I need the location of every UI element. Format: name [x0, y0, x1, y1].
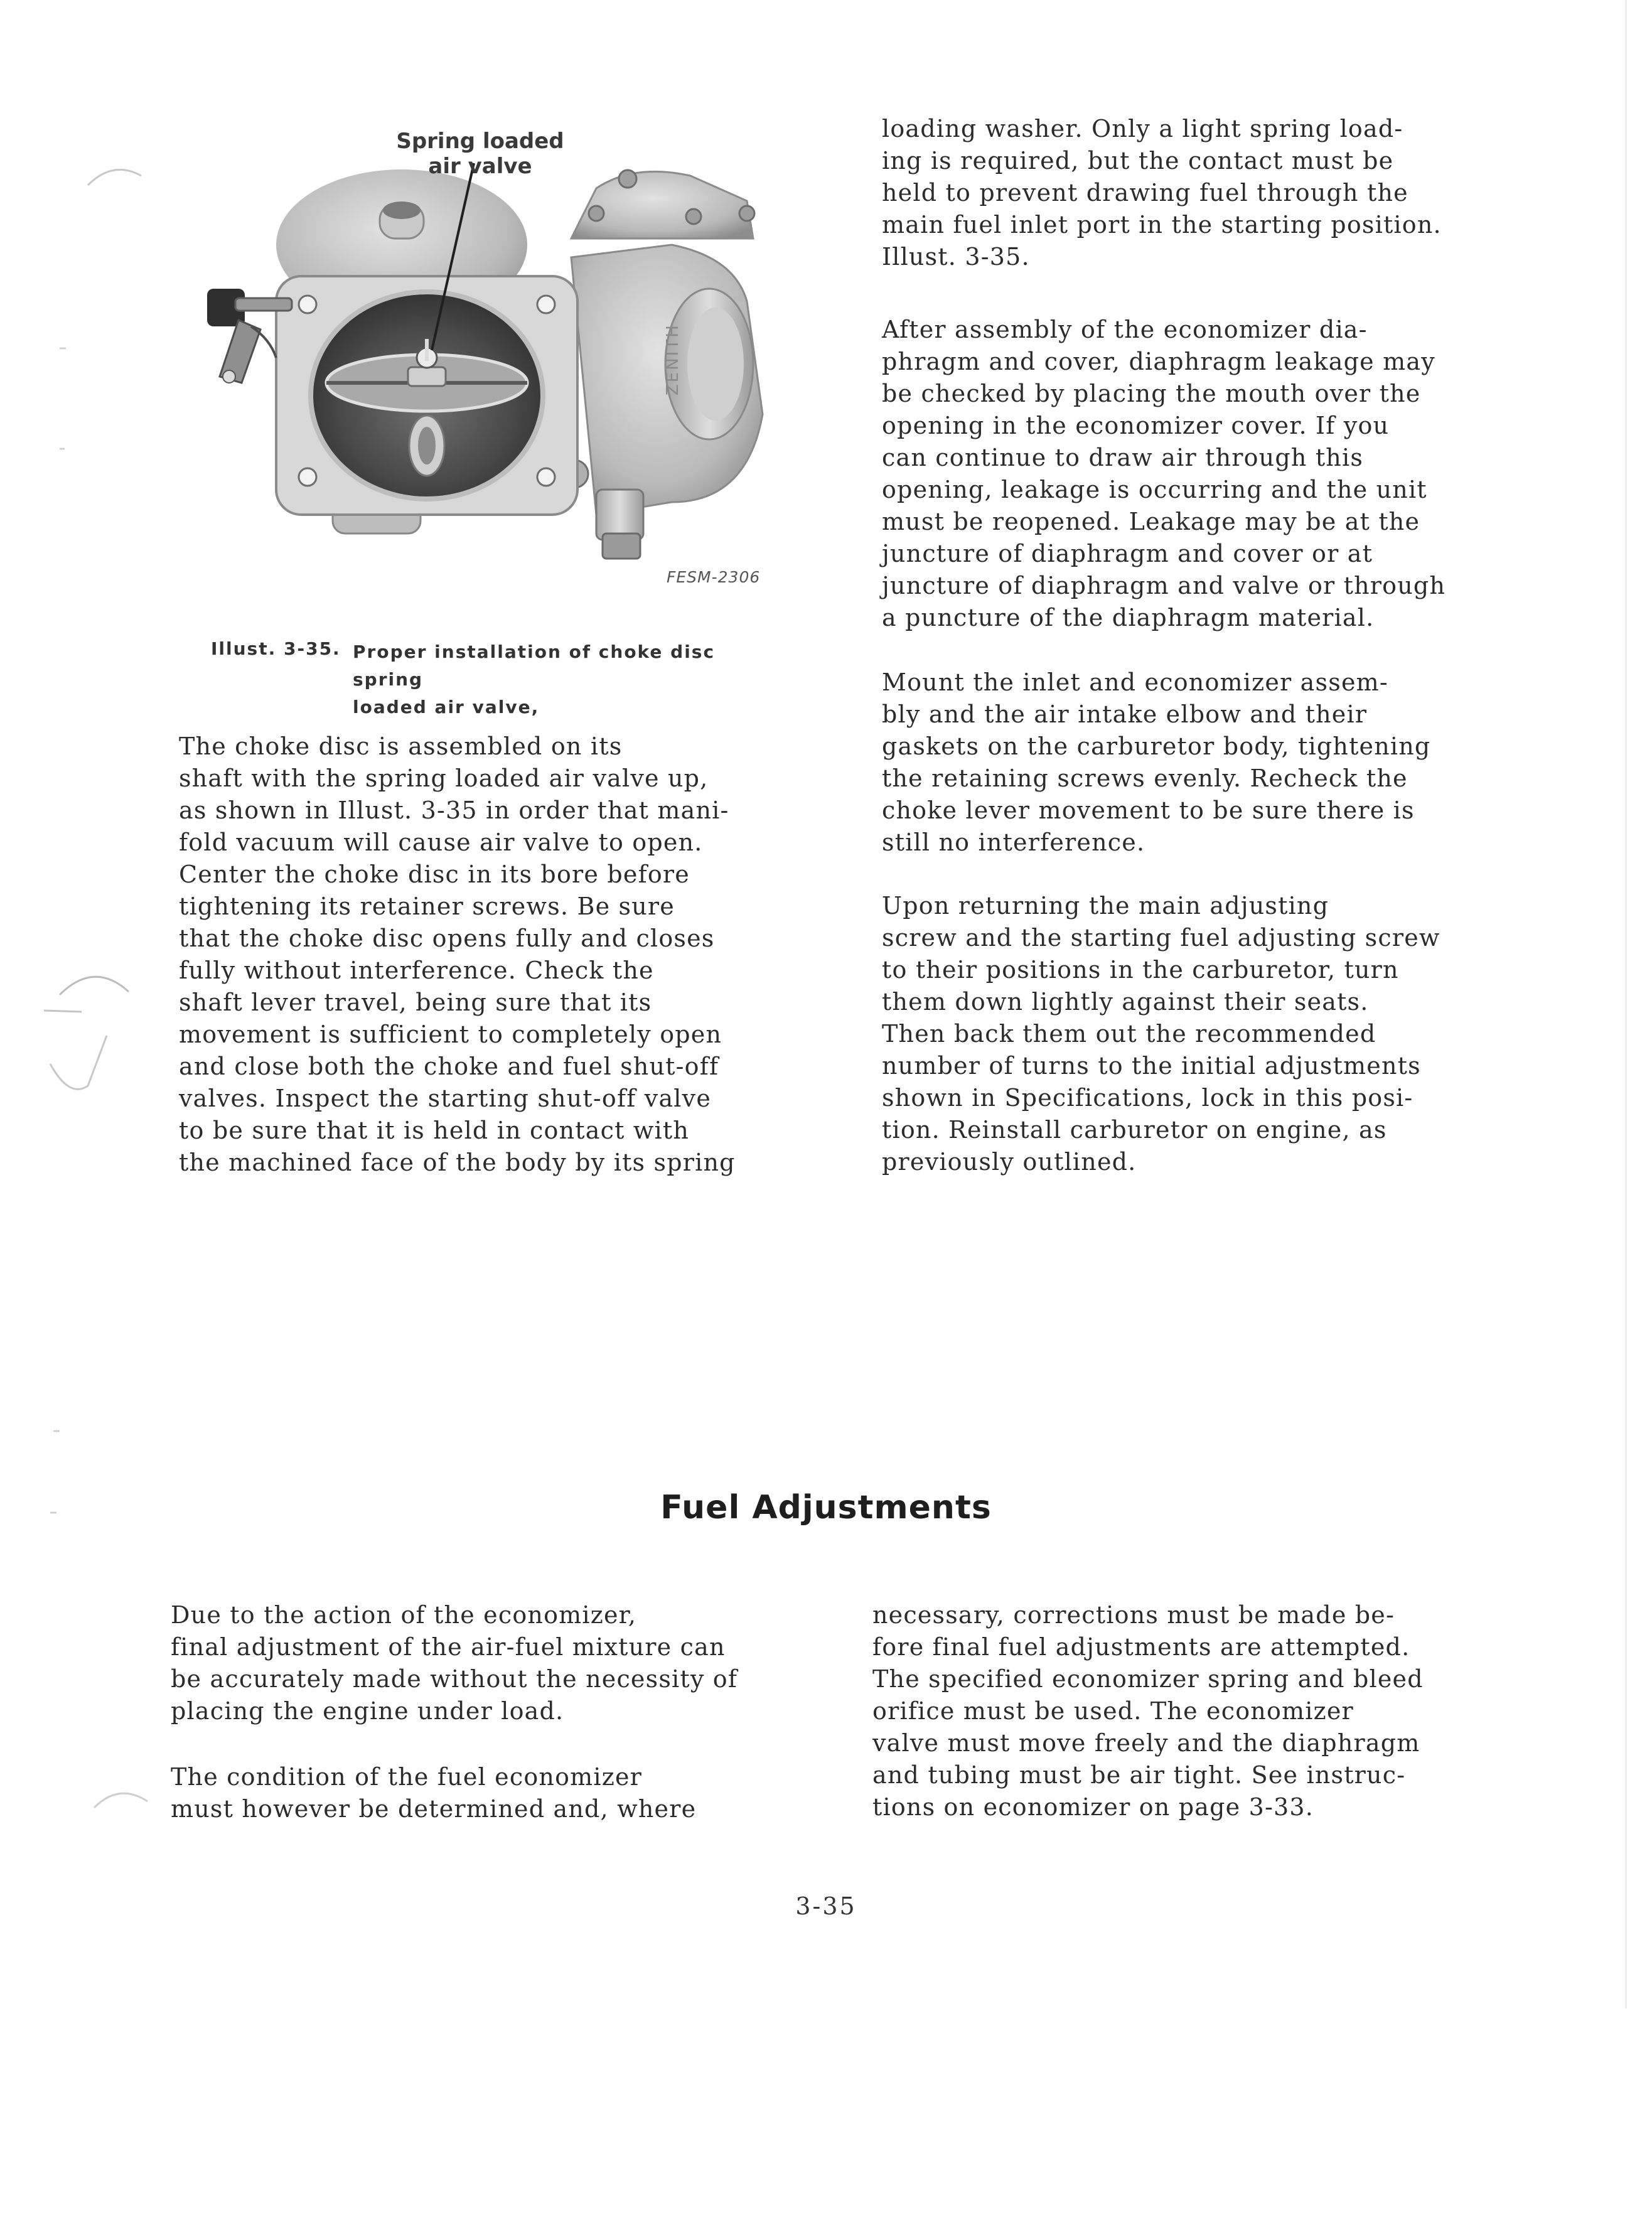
left-column-paragraph: The choke disc is assembled on its shaft with the spring loaded air valve up, as shown in Illust. 3-35 in order that mani- fold vacuum will cause air valve to open. Center the choke disc in its bore before tightening its retainer screws. Be sure that the choke disc opens fully and closes fully without interference. Check the shaft lever travel, being sure that its movement is sufficient to completely open and close both the choke and fuel shut-off valves. Inspect the starting shut-off valve to be sure that it is held in contact with the machined face of the body by its spring	[179, 732, 736, 1176]
figure-caption-text: Proper installation of choke disc spring loaded air valve,	[353, 641, 716, 717]
figure-id: FESM-2306	[667, 568, 761, 586]
right-column-paragraph-1: loading washer. Only a light spring load- ing is required, but the contact must be held to prevent drawing fuel through the main fuel inlet port in the starting position. Illust. 3-35.	[882, 115, 1442, 271]
margin-marks	[0, 0, 163, 2215]
right-column-paragraph-3: Mount the inlet and economizer assem- bly and the air intake elbow and their gaskets on the carburetor body, tightening the retaining screws evenly. Recheck the choke lever movement to be sure there is still no interference.	[882, 668, 1431, 856]
section-heading: Fuel Adjustments	[660, 1489, 992, 1526]
section-left-paragraph-1: Due to the action of the economizer, final adjustment of the air-fuel mixture can be accurately made without the necessity of placing the engine under load.	[171, 1601, 738, 1725]
section-right-paragraph-1: necessary, corrections must be made be- fore final fuel adjustments are attempted. The specified economizer spring and bleed orifice must be used. The economizer valve must move freely and the diaphragm and tubing must be air tight. See instruc- tions on economizer on page 3-33.	[872, 1601, 1424, 1821]
right-column-paragraph-4: Upon returning the main adjusting screw and the starting fuel adjusting screw to their positions in the carburetor, turn them down lightly against their seats. Then back them out the recommended number of turns to the initial adjustments shown in Specifications, lock in this posi- tion. Reinstall carburetor on engine, as previously outlined.	[882, 892, 1440, 1176]
page-number: 3-35	[795, 1892, 857, 1920]
carburetor-photo	[195, 151, 778, 590]
figure-caption-label: Illust. 3-35.	[211, 638, 341, 659]
svg-text:ZENITH: ZENITH	[663, 323, 682, 395]
figure-callout: Spring loaded air valve	[396, 129, 564, 179]
right-column-paragraph-2: After assembly of the economizer dia- phragm and cover, diaphragm leakage may be checked by placing the mouth over the opening in the economizer cover. If you can continue to draw air through this opening, leakage is occurring and the unit must be reopened. Leakage may be at the juncture of diaphragm and cover or at juncture of diaphragm and valve or through a puncture of the diaphragm material.	[882, 316, 1446, 631]
section-left-paragraph-2: The condition of the fuel economizer must however be determined and, where	[171, 1763, 697, 1823]
scan-edge-line	[1625, 0, 1627, 2009]
